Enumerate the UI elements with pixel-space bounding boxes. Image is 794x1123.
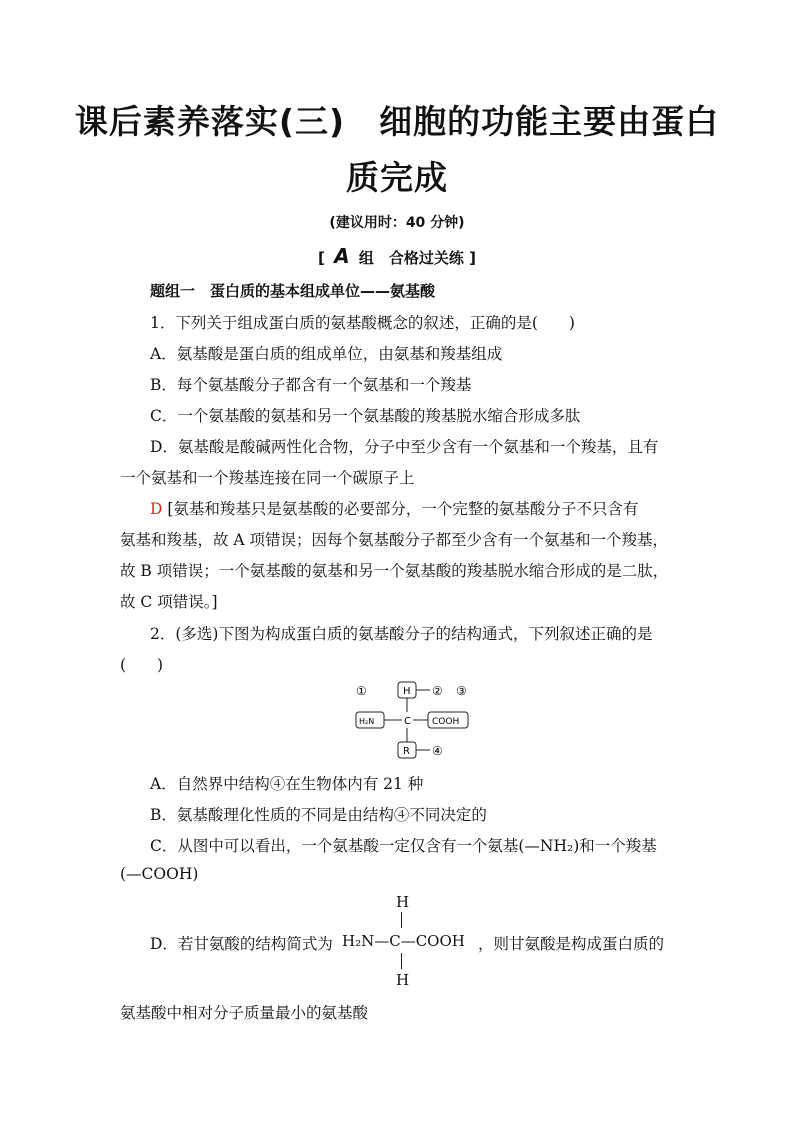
bracket-open: [ — [318, 249, 325, 267]
label-1: ① — [356, 684, 367, 698]
q2-option-c-cont: (—COOH) — [120, 865, 199, 883]
q1-option-d-cont: 一个氨基和一个羧基连接在同一个碳原子上 — [120, 469, 415, 487]
q2-option-a: A．自然界中结构④在生物体内有 21 种 — [150, 775, 424, 793]
amino-acid-structure-diagram — [350, 678, 490, 762]
group-heading — [0, 244, 794, 268]
q1-exp-line3: 故 B 项错误；一个氨基酸的氨基和另一个氨基酸的羧基脱水缩合形成的是二肽， — [120, 562, 669, 580]
h-group: H — [403, 686, 411, 697]
q1-explanation — [150, 497, 680, 519]
glycine-h-bottom: H — [396, 971, 410, 989]
q1-exp-line1: [氨基和羧基只是氨基酸的必要部分，一个完整的氨基酸分子不只含有 — [167, 500, 639, 518]
q1-answer: D — [150, 500, 163, 518]
q2-option-d: D．若甘氨酸的结构简式为 — [150, 935, 333, 953]
label-3: ③ — [456, 684, 467, 698]
q1-exp-line2: 氨基和羧基，故 A 项错误；因每个氨基酸分子都至少含有一个氨基和一个羧基， — [120, 531, 669, 549]
q2-option-b: B．氨基酸理化性质的不同是由结构④不同决定的 — [150, 806, 487, 824]
q2-stem: 2．(多选)下图为构成蛋白质的氨基酸分子的结构通式，下列叙述正确的是 — [150, 625, 653, 643]
q1-option-b: B．每个氨基酸分子都含有一个氨基和一个羧基 — [150, 376, 472, 394]
q2-option-c: C．从图中可以看出，一个氨基酸一定仅含有一个氨基(—NH₂)和一个羧基 — [150, 837, 657, 855]
section-heading: 题组一 蛋白质的基本组成单位——氨基酸 — [150, 282, 436, 300]
group-badge: A — [334, 244, 350, 268]
q2-option-d-cont: 氨基酸中相对分子质量最小的氨基酸 — [120, 1004, 369, 1022]
glycine-h-top: H — [396, 893, 410, 911]
page-title-line1: 课后素养落实(三) 细胞的功能主要由蛋白 — [74, 102, 720, 141]
q1-option-a: A．氨基酸是蛋白质的组成单位，由氨基和羧基组成 — [150, 345, 503, 363]
group-label: 组 合格过关练 — [358, 249, 464, 267]
suggested-time: (建议用时：40 分钟) — [329, 215, 465, 231]
bracket-close: ] — [469, 249, 476, 267]
r-group: R — [403, 746, 410, 757]
carboxyl-group: COOH — [432, 717, 460, 727]
q1-option-c: C．一个氨基酸的氨基和另一个氨基酸的羧基脱水缩合形成多肽 — [150, 407, 581, 425]
label-4: ④ — [432, 744, 443, 758]
q2-option-d-post: ，则甘氨酸是构成蛋白质的 — [478, 935, 665, 953]
page-title-line2: 质完成 — [346, 158, 448, 197]
amino-group: H₂N — [359, 717, 375, 726]
central-carbon: C — [404, 716, 411, 727]
q1-stem: 1．下列关于组成蛋白质的氨基酸概念的叙述，正确的是( ) — [150, 314, 575, 332]
bond-bottom — [401, 953, 402, 969]
glycine-main-chain: H₂N—C—COOH — [342, 932, 465, 950]
label-2: ② — [432, 684, 443, 698]
q2-stem-cont: ( ) — [120, 656, 164, 674]
q1-exp-line4: 故 C 项错误。] — [120, 593, 218, 611]
q1-option-d: D．氨基酸是酸碱两性化合物，分子中至少含有一个氨基和一个羧基，且有 — [150, 438, 659, 456]
bond-top — [401, 912, 402, 928]
